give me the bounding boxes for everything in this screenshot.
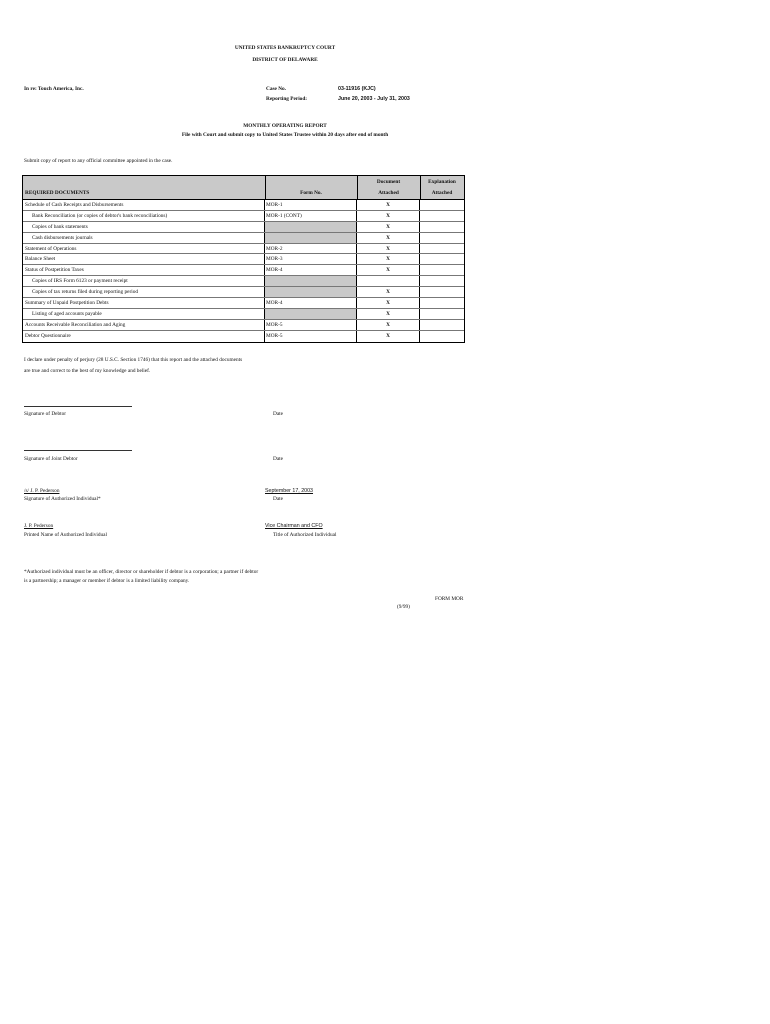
authorized-signature-value: /s/ J. P. Pederson: [24, 488, 60, 494]
explanation-cell: [420, 211, 464, 221]
document-name: Cash disbursements journals: [23, 233, 265, 243]
explanation-cell: [420, 233, 464, 243]
table-row: [23, 320, 464, 331]
reporting-period-value: June 20, 2003 - July 31, 2003: [338, 96, 410, 102]
table-row: [23, 298, 464, 309]
explanation-cell: [420, 309, 464, 319]
attached-mark: X: [357, 211, 420, 221]
header-form-no: Form No.: [300, 190, 322, 196]
document-name: Statement of Operations: [23, 244, 265, 254]
attached-mark: X: [357, 200, 420, 210]
document-name: Copies of IRS Form 6123 or payment receipt: [23, 276, 265, 286]
authorized-signature-label: Signature of Authorized Individual*: [24, 496, 101, 502]
authorized-date-label: Date: [273, 496, 283, 502]
debtor-date-label: Date: [273, 411, 283, 417]
table-row: [23, 244, 464, 255]
form-mor-label: FORM MOR: [435, 596, 464, 602]
explanation-cell: [420, 331, 464, 342]
document-name: Accounts Receivable Reconciliation and Aging: [23, 320, 265, 330]
form-number: [265, 309, 357, 319]
form-number: [265, 233, 357, 243]
explanation-cell: [420, 222, 464, 232]
attached-mark: X: [357, 222, 420, 232]
explanation-cell: [420, 287, 464, 297]
table-row: [23, 265, 464, 276]
report-title: MONTHLY OPERATING REPORT: [243, 123, 327, 129]
form-number: [265, 222, 357, 232]
required-documents-table: [22, 175, 465, 343]
form-number: MOR-4: [265, 298, 357, 308]
attached-mark: X: [357, 331, 420, 342]
case-no-value: 03-11916 (KJC): [338, 86, 376, 92]
reporting-period-label: Reporting Period:: [266, 96, 308, 102]
document-name: Copies of bank statements: [23, 222, 265, 232]
document-name: Debtor Questionnaire: [23, 331, 265, 342]
submission-instruction: Submit copy of report to any official committee appointed in the case.: [24, 158, 173, 164]
form-number: MOR-5: [265, 320, 357, 330]
explanation-cell: [420, 200, 464, 210]
header-explanation-2: Attached: [431, 190, 453, 196]
authorized-date-value: September 17, 2003: [265, 488, 314, 494]
explanation-cell: [420, 320, 464, 330]
explanation-cell: [420, 276, 464, 286]
table-row: [23, 276, 464, 287]
in-re-debtor: In re: Touch America, Inc.: [24, 86, 84, 92]
printed-name-value: J. P. Pederson: [24, 523, 54, 529]
attached-mark: X: [357, 320, 420, 330]
table-row: [23, 222, 464, 233]
document-name: Summary of Unpaid Postpetition Debts: [23, 298, 265, 308]
document-name: Copies of tax returns filed during reporting period: [23, 287, 265, 297]
header-explanation-1: Explanation: [428, 179, 456, 185]
header-document-attached-2: Attached: [378, 190, 399, 196]
joint-debtor-signature-label: Signature of Joint Debtor: [24, 456, 78, 462]
form-revision: (9/99): [397, 604, 410, 610]
district-title: DISTRICT OF DELAWARE: [252, 57, 318, 63]
attached-mark: X: [357, 309, 420, 319]
document-name: Bank Reconciliation (or copies of debtor's bank reconciliations): [23, 211, 265, 221]
joint-debtor-signature-line: [24, 450, 132, 451]
attached-mark: [357, 276, 420, 286]
form-number: MOR-1: [265, 200, 357, 210]
table-row: [23, 331, 464, 342]
table-row: [23, 309, 464, 320]
table-row: [23, 287, 464, 298]
form-number: MOR-1 (CONT): [265, 211, 357, 221]
table-row: [23, 211, 464, 222]
explanation-cell: [420, 298, 464, 308]
document-name: Listing of aged accounts payable: [23, 309, 265, 319]
attached-mark: X: [357, 265, 420, 275]
attached-mark: X: [357, 233, 420, 243]
form-number: [265, 287, 357, 297]
document-name: Schedule of Cash Receipts and Disbursements: [23, 200, 265, 210]
form-number: MOR-3: [265, 254, 357, 264]
report-subtitle: File with Court and submit copy to United States Trustee within 20 days after end of month: [181, 132, 389, 138]
document-name: Balance Sheet: [23, 254, 265, 264]
debtor-signature-line: [24, 406, 132, 407]
form-number: MOR-2: [265, 244, 357, 254]
court-title: UNITED STATES BANKRUPTCY COURT: [234, 45, 336, 51]
printed-name-label: Printed Name of Authorized Individual: [24, 532, 107, 538]
case-no-label: Case No.: [266, 86, 287, 92]
footnote-line-1: *Authorized individual must be an officer, director or shareholder if debtor is a corporation; a partner if debtor: [24, 569, 259, 575]
table-row: [23, 254, 464, 265]
form-number: MOR-5: [265, 331, 357, 342]
table-row: [23, 233, 464, 244]
declaration-line-1: I declare under penalty of perjury (28 U.S.C. Section 1746) that this report and the attached documents: [24, 357, 243, 363]
footnote-line-2: is a partnership; a manager or member if debtor is a limited liability company.: [24, 578, 190, 584]
document-name: Status of Postpetition Taxes: [23, 265, 265, 275]
table-header: [23, 176, 464, 200]
attached-mark: X: [357, 287, 420, 297]
explanation-cell: [420, 244, 464, 254]
attached-mark: X: [357, 244, 420, 254]
explanation-cell: [420, 265, 464, 275]
declaration-line-2: are true and correct to the best of my knowledge and belief.: [24, 368, 151, 374]
authorized-title-value: Vice Chairman and CFO: [265, 523, 323, 529]
header-document-attached-1: Document: [376, 179, 401, 185]
form-number: [265, 276, 357, 286]
explanation-cell: [420, 254, 464, 264]
attached-mark: X: [357, 254, 420, 264]
debtor-signature-label: Signature of Debtor: [24, 411, 67, 417]
table-row: [23, 200, 464, 211]
header-required-documents: REQUIRED DOCUMENTS: [25, 190, 90, 196]
joint-debtor-date-label: Date: [273, 456, 283, 462]
form-number: MOR-4: [265, 265, 357, 275]
attached-mark: X: [357, 298, 420, 308]
authorized-title-label: Title of Authorized Individual: [273, 532, 337, 538]
